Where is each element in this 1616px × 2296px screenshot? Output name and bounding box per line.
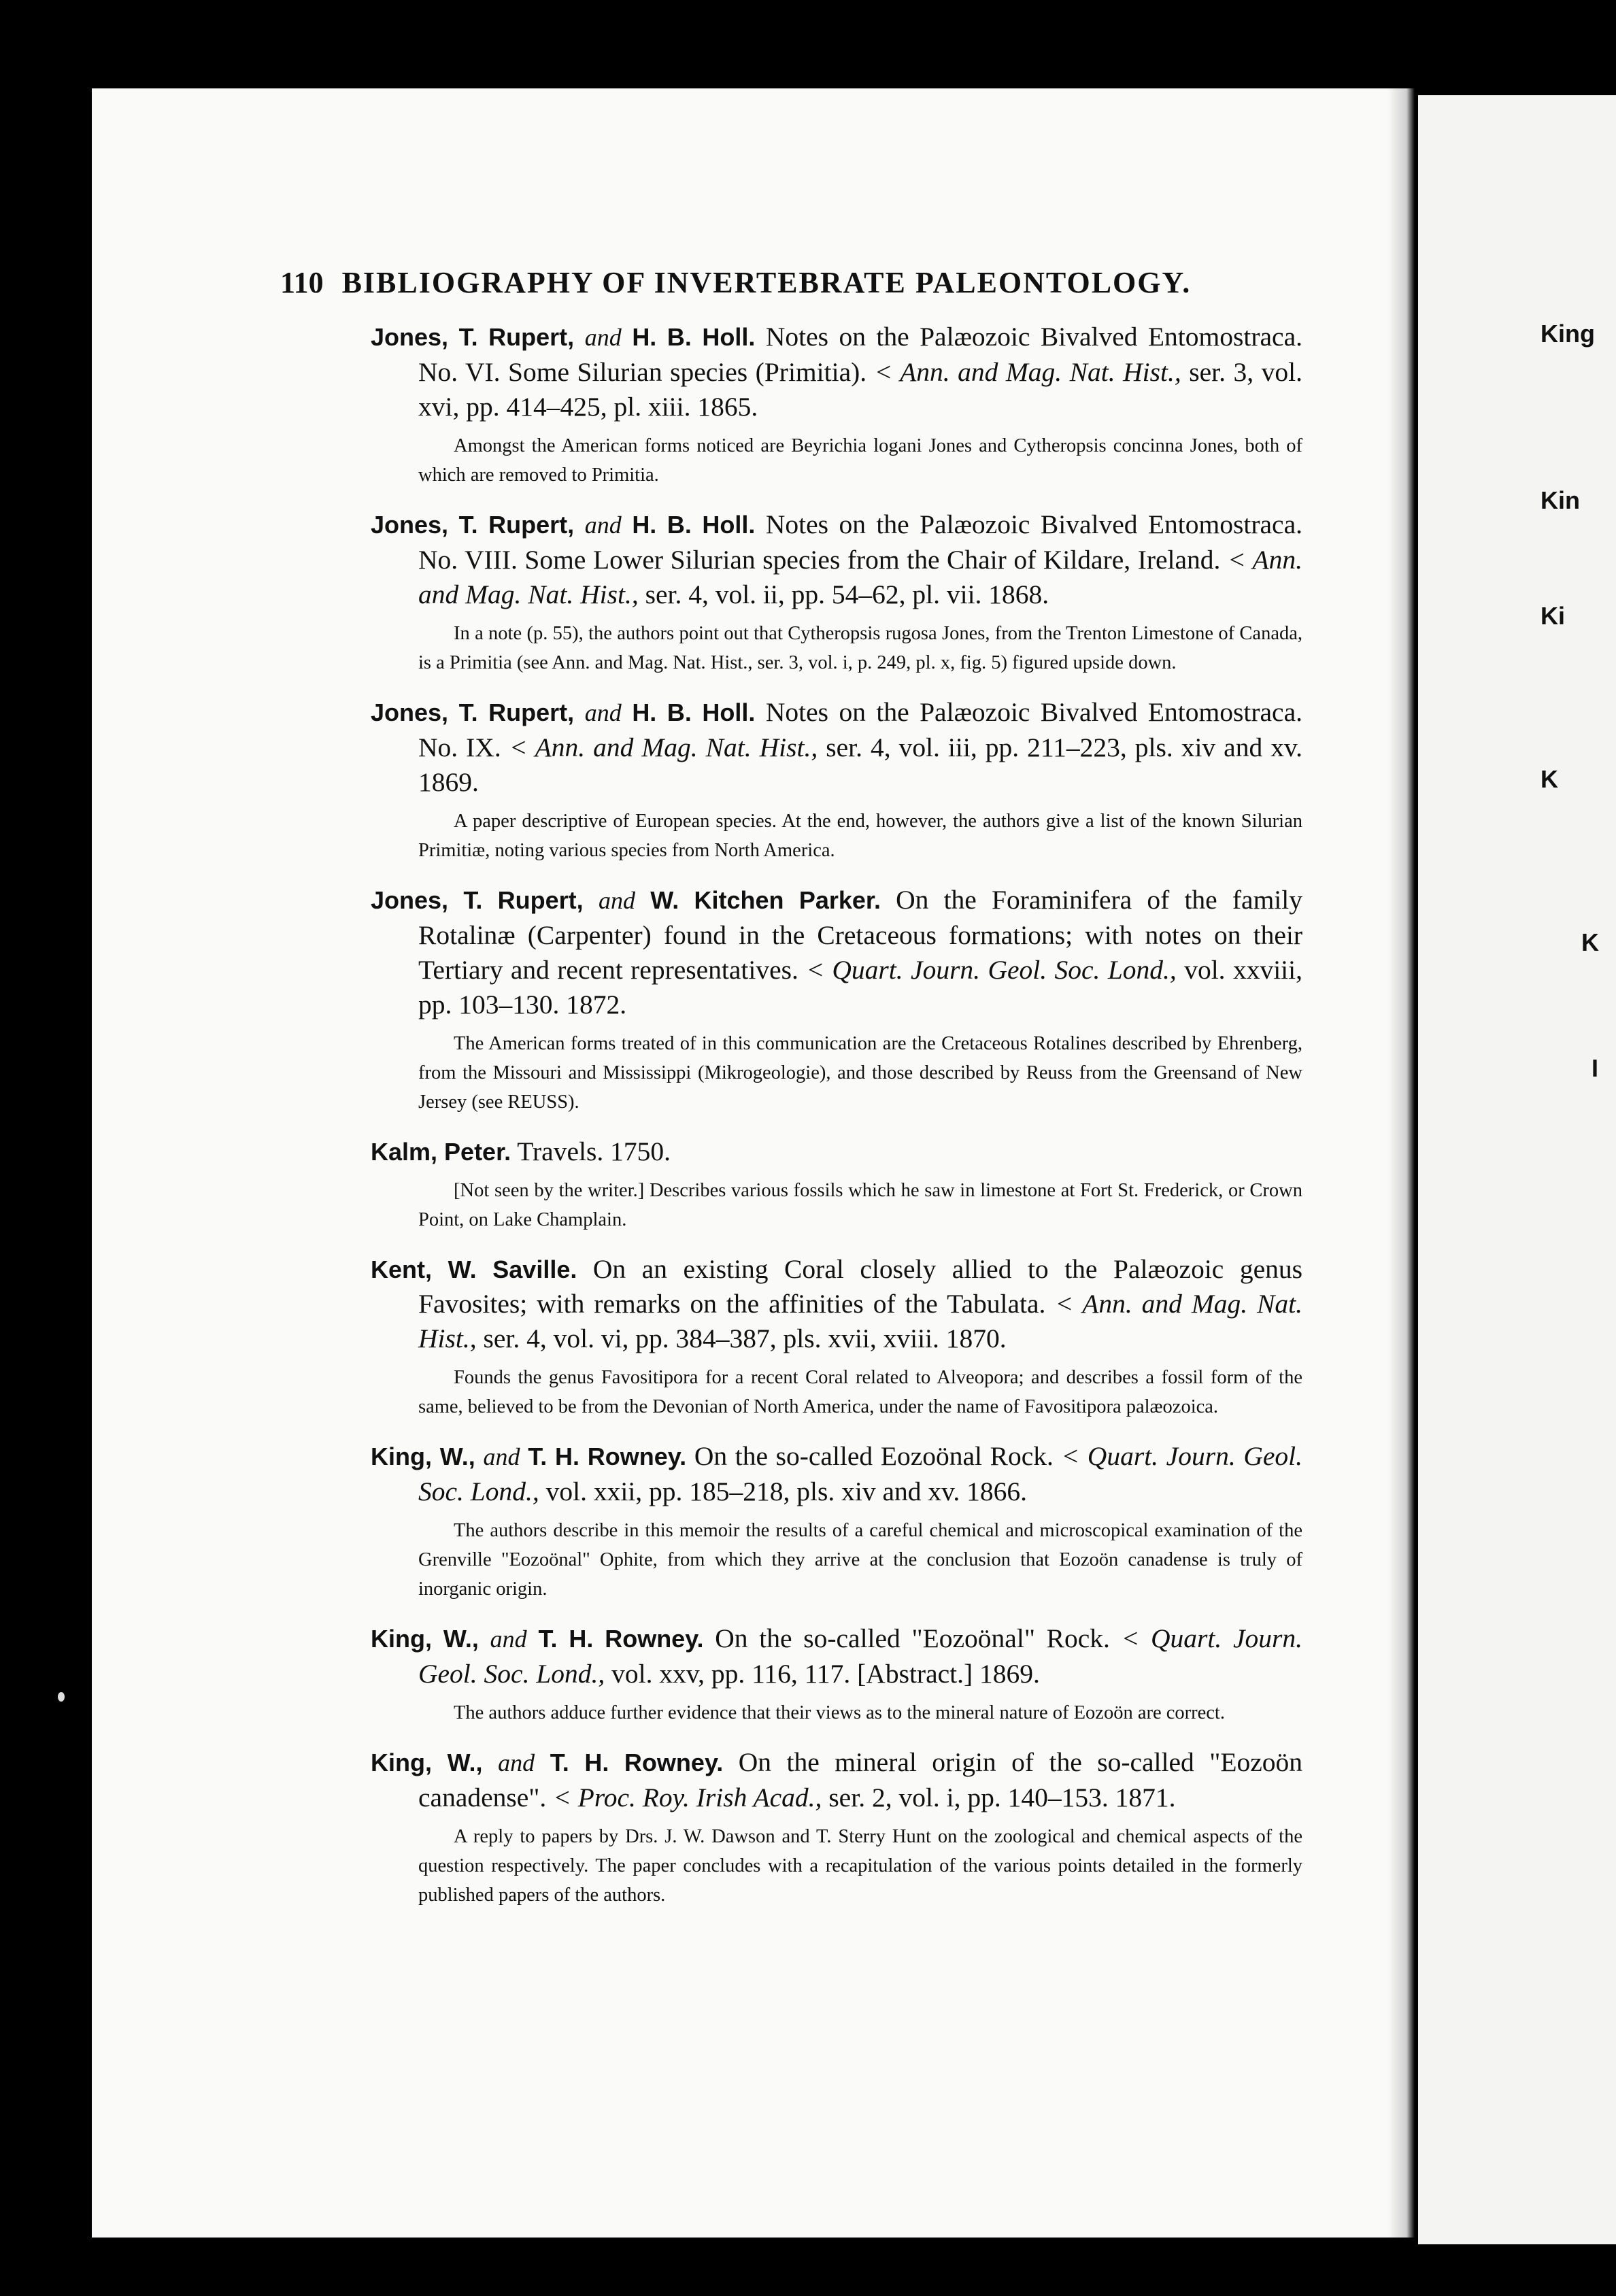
publication-details: ser. 2, vol. i, pp. 140–153. 1871.: [828, 1783, 1176, 1812]
journal-source: < Ann. and Mag. Nat. Hist.,: [418, 1289, 1303, 1353]
co-author: H. B. Holl.: [632, 323, 756, 351]
adjacent-page-text: I: [1592, 1054, 1599, 1082]
author-conjunction: and: [584, 324, 622, 351]
work-title: On an existing Coral closely allied to the Palæozoic genus Favosites; with remarks on the affinities of the Tabulata.: [418, 1254, 1302, 1319]
citation: [371, 507, 1302, 612]
publication-details: vol. xxviii, pp. 103–130. 1872.: [418, 955, 1303, 1019]
co-author: H. B. Holl.: [632, 698, 756, 726]
primary-author: Jones, T. Rupert,: [371, 698, 575, 726]
work-title: On the mineral origin of the so-called "Eozoön canadense".: [418, 1747, 1303, 1812]
citation: [371, 695, 1302, 800]
work-title: Notes on the Palæozoic Bivalved Entomostraca. No. VI. Some Silurian species (Primitia).: [418, 322, 1302, 387]
co-author: W. Kitchen Parker.: [650, 886, 881, 914]
journal-source: < Quart. Journ. Geol. Soc. Lond.,: [418, 1441, 1303, 1506]
author-conjunction: and: [584, 511, 622, 539]
co-author: T. H. Rowney.: [550, 1749, 724, 1776]
author-names: [371, 323, 755, 351]
citation: [371, 1745, 1302, 1815]
bibliography-entry: [371, 1252, 1302, 1421]
citation: [371, 1134, 1302, 1169]
author-names: [371, 1749, 723, 1776]
scan-speck: [58, 1692, 65, 1702]
publication-details: ser. 4, vol. ii, pp. 54–62, pl. vii. 1868.: [645, 579, 1049, 609]
journal-source: < Ann. and Mag. Nat. Hist.,: [509, 732, 818, 762]
annotation-note: The authors describe in this memoir the results of a careful chemical and microscopical examination of the Grenville "Eozoönal" Ophite, from which they arrive at the conclusion that Eozoön canadense is truly of inorganic origin.: [418, 1520, 1302, 1600]
author-names: [371, 1255, 577, 1283]
publication-details: vol. xxv, pp. 116, 117. [Abstract.] 1869.: [611, 1659, 1040, 1689]
author-conjunction: and: [584, 699, 622, 726]
author-conjunction: and: [483, 1443, 520, 1470]
author-names: [371, 698, 755, 726]
bibliography-entry: [371, 695, 1302, 865]
annotation-note: Amongst the American forms noticed are Beyrichia logani Jones and Cytheropsis concinna Jones, both of which are removed to Primitia.: [418, 435, 1302, 486]
work-title: On the Foraminifera of the family Rotalinæ (Carpenter) found in the Cretaceous formations; with notes on their Tertiary and recent representatives.: [418, 885, 1302, 985]
citation: [371, 1252, 1302, 1356]
citation: [371, 1621, 1302, 1691]
primary-author: King, W.,: [371, 1442, 475, 1470]
work-title: On the so-called Eozoönal Rock.: [694, 1441, 1054, 1471]
annotation-note: In a note (p. 55), the authors point out that Cytheropsis rugosa Jones, from the Trenton Limestone of Canada, is a Primitia (see Ann. and Mag. Nat. Hist., ser. 3, vol. i, p. 249, pl. x, fig. 5) figured upside down.: [418, 623, 1302, 673]
bibliography-entry: [371, 1745, 1302, 1910]
bibliography-entry: [371, 320, 1302, 490]
bibliography-entry: [371, 1621, 1302, 1727]
annotation-note: [Not seen by the writer.] Describes various fossils which he saw in limestone at Fort St. Frederick, or Crown Point, on Lake Champlain.: [418, 1180, 1302, 1230]
page-number: 110: [280, 266, 324, 299]
annotation-note: Founds the genus Favositipora for a recent Coral related to Alveopora; and describes a fossil form of the same, believed to be from the Devonian of North America, under the name of Favositipora palæozoica.: [418, 1367, 1302, 1417]
author-conjunction: and: [598, 887, 635, 914]
author-names: [371, 1625, 704, 1653]
publication-details: ser. 3, vol. xvi, pp. 414–425, pl. xiii. 1865.: [418, 357, 1303, 422]
primary-author: Kent, W. Saville.: [371, 1255, 577, 1283]
adjacent-page-text: K: [1581, 928, 1599, 956]
primary-author: Jones, T. Rupert,: [371, 511, 575, 539]
journal-source: < Quart. Journ. Geol. Soc. Lond.,: [806, 955, 1177, 985]
adjacent-page: [1418, 95, 1616, 2244]
primary-author: Kalm, Peter.: [371, 1138, 511, 1166]
work-title: Notes on the Palæozoic Bivalved Entomostraca. No. IX.: [418, 697, 1302, 762]
page-gutter-shadow: [1387, 88, 1415, 2238]
primary-author: Jones, T. Rupert,: [371, 886, 584, 914]
bibliography-entry: [371, 1439, 1302, 1604]
publication-details: vol. xxii, pp. 185–218, pls. xiv and xv. 1866.: [545, 1476, 1027, 1506]
adjacent-page-text: K: [1541, 765, 1558, 793]
work-title: Travels. 1750.: [517, 1136, 671, 1166]
journal-source: < Ann. and Mag. Nat. Hist.,: [418, 545, 1302, 609]
author-conjunction: and: [490, 1625, 527, 1653]
bibliography-entry: [371, 883, 1302, 1117]
co-author: H. B. Holl.: [632, 511, 756, 539]
citation: [371, 320, 1302, 424]
citation: [371, 883, 1302, 1022]
running-title: BIBLIOGRAPHY OF INVERTEBRATE PALEONTOLOGY.: [341, 266, 1192, 299]
author-names: [371, 1138, 511, 1166]
author-names: [371, 886, 881, 914]
co-author: T. H. Rowney.: [538, 1625, 704, 1653]
adjacent-page-text: Kin: [1541, 486, 1580, 514]
bibliography-list: [371, 320, 1302, 1927]
journal-source: < Proc. Roy. Irish Acad.,: [553, 1783, 822, 1812]
bibliography-entry: [371, 507, 1302, 677]
running-head: [280, 265, 1436, 300]
adjacent-page-text: King: [1541, 320, 1595, 348]
author-names: [371, 511, 755, 539]
publication-details: ser. 4, vol. vi, pp. 384–387, pls. xvii, xviii. 1870.: [483, 1323, 1007, 1353]
citation: [371, 1439, 1302, 1509]
publication-details: ser. 4, vol. iii, pp. 211–223, pls. xiv and xv. 1869.: [418, 732, 1303, 797]
adjacent-page-text: Ki: [1541, 602, 1565, 630]
author-conjunction: and: [498, 1749, 535, 1776]
work-title: Notes on the Palæozoic Bivalved Entomostraca. No. VIII. Some Lower Silurian species from the Chair of Kildare, Ireland.: [418, 509, 1302, 575]
annotation-note: A paper descriptive of European species. At the end, however, the authors give a list of the known Silurian Primitiæ, noting various species from North America.: [418, 811, 1302, 861]
annotation-note: A reply to papers by Drs. J. W. Dawson and T. Sterry Hunt on the zoological and chemical aspects of the question respectively. The paper concludes with a recapitulation of the various points detailed in the formerly published papers of the authors.: [418, 1826, 1302, 1906]
journal-source: < Quart. Journ. Geol. Soc. Lond.,: [418, 1623, 1302, 1689]
primary-author: King, W.,: [371, 1625, 479, 1653]
primary-author: King, W.,: [371, 1749, 483, 1776]
annotation-note: The authors adduce further evidence that their views as to the mineral nature of Eozoön are correct.: [454, 1702, 1225, 1723]
bibliography-entry: [371, 1134, 1302, 1234]
annotation-note: The American forms treated of in this communication are the Cretaceous Rotalines described by Ehrenberg, from the Missouri and Mississippi (Mikrogeologie), and those described by Reuss from the Greensand of New Jersey (see REUSS).: [418, 1033, 1302, 1113]
co-author: T. H. Rowney.: [528, 1442, 687, 1470]
work-title: On the so-called "Eozoönal" Rock.: [715, 1623, 1110, 1653]
author-names: [371, 1442, 686, 1470]
journal-source: < Ann. and Mag. Nat. Hist.,: [874, 357, 1181, 387]
primary-author: Jones, T. Rupert,: [371, 323, 575, 351]
